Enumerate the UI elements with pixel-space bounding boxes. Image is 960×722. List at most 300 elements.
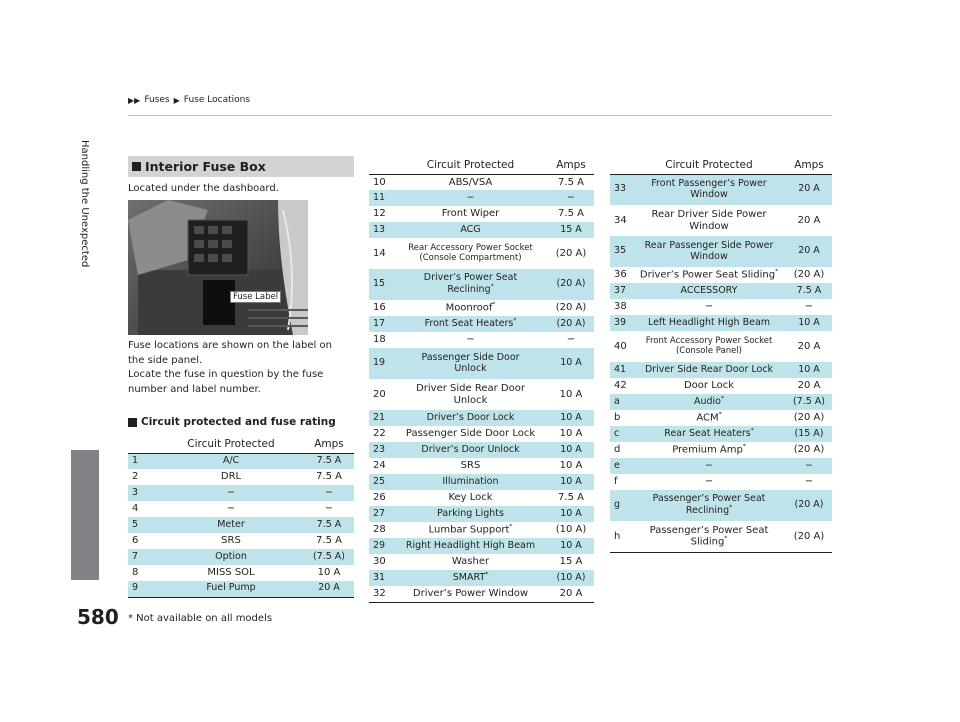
circuit-cell [632, 299, 786, 315]
circuit-cell [632, 267, 786, 283]
table-row [610, 458, 832, 474]
circuit-name: Passenger Side Door Lock [405, 428, 536, 440]
circuit-name: − [466, 334, 475, 346]
footnote-marker: * [492, 301, 496, 309]
table-row [128, 517, 354, 533]
circuit-cell [632, 394, 786, 410]
table-row [369, 190, 594, 206]
amps-cell: (15 A) [786, 426, 832, 442]
table-row [610, 442, 832, 458]
amps-cell: (7.5 A) [786, 394, 832, 410]
circuit-cell [158, 565, 304, 581]
circuit-name: − [704, 301, 714, 313]
circuit-name: Parking Lights [437, 507, 504, 519]
circuit-cell [393, 490, 548, 506]
circuit-name: Rear Driver Side Power [651, 209, 767, 220]
table-row [369, 474, 594, 490]
circuit-name: Driver’s Power Window [412, 588, 529, 599]
fuse-number: 8 [132, 567, 139, 579]
circuit-cell [632, 205, 786, 236]
circuit-cell [632, 474, 786, 490]
table-row [369, 458, 594, 474]
circuit-cell [158, 485, 304, 501]
circuit-name: Passenger Side Door [421, 351, 520, 363]
circuit-name: MISS SOL [207, 567, 255, 579]
circuit-name: Fuel Pump [206, 582, 256, 594]
circuit-name-line2: (Console Panel) [675, 345, 742, 356]
amps-cell: 10 A [548, 506, 594, 522]
fuse-number: d [614, 444, 621, 456]
circuit-name: − [227, 486, 235, 498]
table-row [610, 521, 832, 552]
amps-cell: (7.5 A) [304, 549, 354, 565]
fuse-number: 7 [128, 549, 158, 565]
circuit-name: ACM [696, 412, 719, 424]
top-divider [128, 115, 832, 116]
amps-cell: (20 A) [786, 490, 832, 521]
amps-cell: (20 A) [548, 269, 594, 300]
fuse-number: b [614, 412, 621, 424]
circuit-name-line2: Window [689, 220, 729, 232]
location-text: Located under the dashboard. [128, 183, 279, 194]
table-row [610, 490, 832, 521]
amps-cell: 20 A [786, 174, 832, 205]
amps-cell: − [566, 334, 576, 346]
table-row [128, 533, 354, 549]
sub-header [128, 416, 336, 428]
circuit-name: Right Headlight High Beam [405, 539, 536, 551]
amps-cell: 20 A [797, 380, 821, 392]
section-header [128, 156, 354, 177]
circuit-name: Front Wiper [441, 208, 500, 220]
amps-cell: (20 A) [793, 444, 825, 456]
circuit-cell [632, 442, 786, 458]
amps-cell: 7.5 A [558, 208, 584, 220]
amps-cell: 15 A [548, 222, 594, 238]
circuit-name: Key Lock [448, 492, 493, 504]
side-tab-marker [71, 450, 99, 580]
fuse-number: 9 [128, 581, 158, 597]
circuit-name: − [226, 503, 236, 515]
fuse-number: 6 [132, 535, 139, 547]
circuit-cell [393, 316, 548, 332]
circuit-name: Front Passenger’s Power [651, 177, 767, 189]
circuit-name: Driver’s Power Seat [423, 272, 518, 283]
table-row [369, 238, 594, 269]
circuit-cell [393, 410, 548, 426]
breadcrumb [128, 95, 250, 105]
fuse-number: 10 [373, 176, 386, 188]
table-row [369, 332, 594, 348]
circuit-cell [632, 410, 786, 426]
footnote-marker: * [485, 570, 489, 578]
fuse-number: 31 [369, 570, 393, 586]
table-row [369, 490, 594, 506]
footnote-marker: * [775, 268, 779, 276]
circuit-cell [632, 331, 786, 362]
amps-cell: 7.5 A [304, 517, 354, 533]
description [128, 339, 354, 397]
circuit-name: Front Accessory Power Socket [645, 335, 773, 346]
amps-cell: 7.5 A [304, 453, 354, 469]
circuit-name: Driver’s Power Seat Sliding [639, 269, 776, 281]
circuit-name: Left Headlight High Beam [647, 316, 771, 328]
fuse-number: 21 [369, 410, 393, 426]
amps-cell: (20 A) [793, 412, 825, 424]
circuit-cell [632, 521, 786, 552]
footnote-marker: * [742, 443, 746, 451]
circuit-cell [158, 469, 304, 485]
circuit-name: Driver’s Door Lock [426, 411, 515, 423]
circuit-cell [632, 378, 786, 394]
circuit-cell [393, 522, 548, 538]
circuit-cell [158, 581, 304, 597]
table-row [610, 299, 832, 315]
fuse-number: 20 [373, 388, 386, 400]
amps-cell: 7.5 A [558, 492, 584, 504]
table-row [369, 174, 594, 190]
amps-cell: 7.5 A [316, 471, 342, 483]
fuse-number: 37 [610, 283, 632, 299]
table-row [369, 522, 594, 538]
table-row [369, 206, 594, 222]
circuit-name: Lumbar Support [428, 524, 510, 536]
fuse-number: 36 [614, 269, 627, 281]
fuse-number: f [614, 476, 618, 488]
amps-cell: 10 A [559, 388, 583, 400]
column-header-amps: Amps [548, 157, 594, 174]
amps-cell: 10 A [559, 428, 583, 440]
footnote-marker: * [513, 316, 517, 324]
circuit-cell [393, 206, 548, 222]
circuit-cell [393, 570, 548, 586]
table-row [128, 549, 354, 565]
fuse-number: 11 [369, 190, 393, 206]
circuit-cell [158, 517, 304, 533]
circuit-name: A/C [222, 454, 240, 466]
amps-cell: − [324, 503, 334, 515]
amps-cell: − [804, 301, 814, 313]
circuit-cell [632, 283, 786, 299]
fuse-number: 29 [369, 538, 393, 554]
circuit-cell [393, 174, 548, 190]
amps-cell: − [548, 190, 594, 206]
circuit-name: Driver Side Rear Door Lock [644, 363, 774, 375]
table-row [610, 474, 832, 490]
amps-cell: 10 A [548, 474, 594, 490]
square-bullet-icon [132, 162, 141, 171]
column-header-circuit: Circuit Protected [632, 157, 786, 174]
amps-cell: 20 A [786, 236, 832, 267]
breadcrumb-item[interactable]: Fuse Locations [183, 95, 251, 105]
amps-cell: 10 A [548, 410, 594, 426]
fuse-number: 2 [132, 471, 139, 483]
fuse-number: 41 [610, 362, 632, 378]
footnote-marker: * [490, 282, 494, 290]
circuit-cell [632, 174, 786, 205]
circuit-name: Front Seat Heaters [424, 318, 514, 330]
amps-cell: 10 A [548, 348, 594, 379]
amps-cell: 10 A [559, 460, 583, 472]
table-row [369, 222, 594, 238]
table-row [369, 348, 594, 379]
column-header-amps: Amps [786, 157, 832, 174]
circuit-name: Illumination [442, 475, 499, 487]
circuit-cell [393, 269, 548, 300]
footnote-marker: * [509, 523, 513, 531]
fuse-number: 32 [369, 586, 393, 602]
circuit-name: Rear Seat Heaters [664, 428, 751, 440]
desc-line: the side panel. [128, 354, 203, 366]
fuse-number: g [610, 490, 632, 521]
fuse-number: 15 [369, 269, 393, 300]
fuse-label-callout: Fuse Label [230, 291, 281, 303]
table-row [610, 394, 832, 410]
circuit-cell [393, 300, 548, 316]
circuit-name: − [705, 459, 713, 471]
fuse-number: a [610, 394, 632, 410]
side-section-label: Handling the Unexpected [79, 140, 90, 268]
table-row [369, 426, 594, 442]
circuit-cell [158, 549, 304, 565]
circuit-name: Door Lock [683, 380, 735, 392]
square-bullet-icon [128, 418, 137, 427]
table-row [369, 410, 594, 426]
circuit-cell [393, 506, 548, 522]
column-header-circuit: Circuit Protected [158, 436, 304, 453]
table-row [610, 174, 832, 205]
fuse-table-2 [369, 157, 594, 603]
circuit-name: Passenger’s Power Seat [649, 524, 769, 536]
circuit-name: Meter [217, 518, 245, 530]
table-row [610, 410, 832, 426]
circuit-name: − [704, 476, 714, 488]
circuit-name: Premium Amp [672, 444, 743, 456]
circuit-cell [158, 533, 304, 549]
table-row [128, 565, 354, 581]
circuit-cell [393, 442, 548, 458]
amps-cell: − [304, 485, 354, 501]
table-row [369, 554, 594, 570]
footnote-marker: * [750, 426, 754, 434]
amps-cell: 10 A [786, 362, 832, 378]
amps-cell: (20 A) [555, 247, 587, 259]
column-header-circuit: Circuit Protected [393, 157, 548, 174]
footnote-marker: * [729, 503, 733, 511]
amps-cell: (10 A) [555, 524, 587, 536]
circuit-name: ACCESSORY [680, 284, 738, 296]
table-row [610, 426, 832, 442]
circuit-name: Option [215, 550, 247, 562]
circuit-cell [393, 190, 548, 206]
circuit-name: Washer [451, 556, 490, 568]
fuse-number: 22 [373, 428, 386, 440]
table-row [369, 506, 594, 522]
desc-line: Fuse locations are shown on the label on [128, 340, 332, 351]
circuit-cell [393, 379, 548, 410]
table-row [128, 485, 354, 501]
fuse-table-3 [610, 157, 832, 553]
fuse-number: 38 [614, 301, 627, 313]
table-row [369, 570, 594, 586]
fuse-number: 42 [614, 380, 627, 392]
fuse-box-illustration [128, 200, 308, 335]
table-row [369, 379, 594, 410]
circuit-name: Rear Accessory Power Socket [408, 242, 533, 253]
fuse-number: h [610, 521, 632, 552]
circuit-cell [632, 490, 786, 521]
circuit-name: ACG [460, 223, 481, 235]
circuit-cell [393, 426, 548, 442]
circuit-cell [393, 348, 548, 379]
section-title: Interior Fuse Box [145, 159, 266, 174]
fuse-number: 16 [373, 302, 386, 314]
table-row [369, 300, 594, 316]
fuse-number: 26 [373, 492, 386, 504]
fuse-number: 19 [369, 348, 393, 379]
circuit-name-line2: Reclining [685, 505, 730, 517]
table-row [369, 586, 594, 602]
desc-line: Locate the fuse in question by the fuse [128, 369, 324, 380]
circuit-name: Driver Side Rear Door [416, 383, 525, 394]
fuse-number: 25 [369, 474, 393, 490]
fuse-number: 5 [128, 517, 158, 533]
amps-cell: 10 A [786, 315, 832, 331]
circuit-name: Rear Passenger Side Power [644, 239, 774, 251]
fuse-number: 3 [128, 485, 158, 501]
sub-title: Circuit protected and fuse rating [141, 416, 336, 428]
circuit-cell [393, 332, 548, 348]
amps-cell: 15 A [559, 556, 583, 568]
circuit-name: DRL [220, 471, 242, 483]
table-row [128, 469, 354, 485]
amps-cell: − [804, 476, 814, 488]
circuit-name: Passenger’s Power Seat [652, 493, 766, 504]
table-row [128, 501, 354, 517]
fuse-number: e [610, 458, 632, 474]
circuit-cell [393, 474, 548, 490]
amps-cell: (20 A) [793, 269, 825, 281]
circuit-name: Moonroof [445, 302, 493, 314]
double-arrow-icon: ▶▶ [128, 95, 141, 105]
fuse-number: 35 [610, 236, 632, 267]
circuit-name-line2: Unlock [453, 394, 488, 406]
table-row [610, 331, 832, 362]
circuit-cell [158, 453, 304, 469]
footnote-marker: * [721, 394, 724, 402]
circuit-name-line2: Reclining [447, 284, 491, 296]
table-row [610, 362, 832, 378]
circuit-name: ABS/VSA [448, 176, 493, 188]
table-row [369, 442, 594, 458]
fuse-number: 30 [373, 556, 386, 568]
circuit-cell [632, 362, 786, 378]
circuit-cell [632, 236, 786, 267]
fuse-box-photo [128, 200, 308, 335]
amps-cell: 7.5 A [316, 535, 342, 547]
table-row [369, 316, 594, 332]
circuit-cell [393, 458, 548, 474]
table-row [369, 538, 594, 554]
table-row [128, 581, 354, 597]
circuit-name: SRS [460, 460, 481, 472]
amps-cell: 20 A [304, 581, 354, 597]
circuit-cell [393, 538, 548, 554]
circuit-cell [158, 501, 304, 517]
table-row [610, 315, 832, 331]
table-row [369, 269, 594, 300]
fuse-number: c [610, 426, 632, 442]
amps-cell: 10 A [548, 538, 594, 554]
circuit-name-line2: Unlock [454, 362, 487, 374]
fuse-number: 34 [614, 214, 627, 226]
amps-cell: (10 A) [548, 570, 594, 586]
amps-cell: 7.5 A [558, 176, 584, 188]
fuse-number: 24 [373, 460, 386, 472]
footnote-marker: * [718, 411, 722, 419]
circuit-name-line2: Window [690, 188, 728, 200]
fuse-number: 17 [369, 316, 393, 332]
amps-cell: (20 A) [786, 521, 832, 552]
circuit-cell [632, 426, 786, 442]
circuit-name: Driver’s Door Unlock [421, 443, 520, 455]
amps-cell: (20 A) [555, 302, 587, 314]
amps-cell: 10 A [548, 442, 594, 458]
footnote-marker: * [724, 535, 728, 543]
fuse-number: 1 [128, 453, 158, 469]
circuit-name: Audio [693, 396, 721, 408]
table-row [128, 453, 354, 469]
circuit-cell [632, 315, 786, 331]
fuse-number: 13 [369, 222, 393, 238]
fuse-number: 18 [373, 334, 386, 346]
breadcrumb-item[interactable]: Fuses [144, 95, 170, 105]
fuse-table-1 [128, 436, 354, 598]
amps-cell: 20 A [797, 340, 821, 352]
circuit-name: SRS [221, 535, 241, 547]
table-row [610, 283, 832, 299]
fuse-number: 28 [373, 524, 386, 536]
amps-cell: − [786, 458, 832, 474]
circuit-cell [393, 238, 548, 269]
circuit-name-line2: (Console Compartment) [419, 252, 522, 263]
amps-cell: 7.5 A [786, 283, 832, 299]
fuse-number: 23 [369, 442, 393, 458]
fuse-number: 12 [373, 208, 386, 220]
circuit-cell [393, 586, 548, 602]
fuse-number: 40 [614, 340, 627, 352]
circuit-name-line2: Sliding [690, 536, 725, 548]
circuit-name: − [466, 191, 475, 203]
arrow-icon: ▶ [173, 95, 180, 105]
fuse-number: 33 [610, 174, 632, 205]
fuse-number: 4 [132, 503, 139, 515]
fuse-number: 27 [369, 506, 393, 522]
desc-line: number and label number. [128, 383, 261, 395]
table-row [610, 378, 832, 394]
amps-cell: 10 A [317, 567, 341, 579]
column-header-amps: Amps [304, 436, 354, 453]
circuit-name: SMART [452, 572, 486, 584]
footnote: * Not available on all models [128, 613, 273, 624]
circuit-name-line2: Window [690, 250, 728, 262]
table-row [610, 205, 832, 236]
fuse-number: 39 [610, 315, 632, 331]
table-row [610, 267, 832, 283]
page-number: 580 [77, 605, 119, 629]
circuit-cell [393, 554, 548, 570]
circuit-cell [393, 222, 548, 238]
